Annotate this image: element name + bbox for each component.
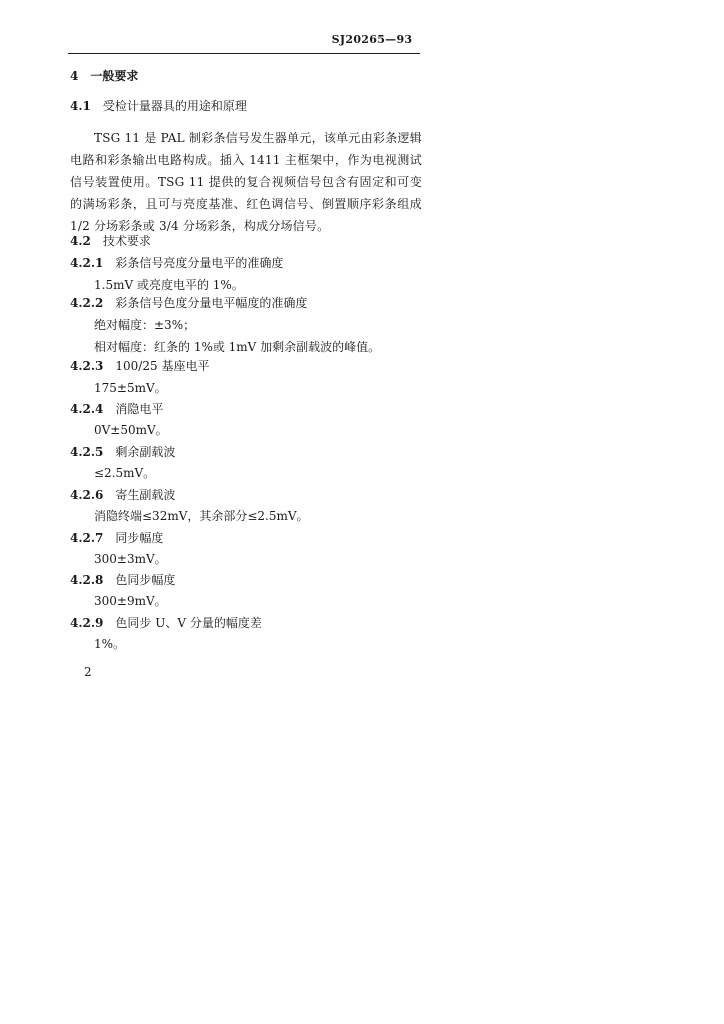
section-4-1-heading: [70, 99, 247, 113]
standard-code: SJ20265—93: [331, 33, 413, 46]
section-number: 4.2.1: [70, 256, 104, 270]
section-title: 彩条信号亮度分量电平的准确度: [115, 256, 284, 270]
section-title: 彩条信号色度分量电平幅度的准确度: [115, 296, 308, 310]
section-4-2-6-value: 消隐终端≤32mV，其余部分≤2.5mV。: [94, 509, 309, 523]
section-title: 色同步幅度: [115, 573, 176, 587]
section-4-2-8-heading: [70, 573, 175, 587]
section-4-2-8-value: 300±9mV。: [94, 594, 167, 608]
section-number: 4.1: [70, 99, 91, 113]
section-number: 4.2.5: [70, 445, 104, 459]
section-title: 寄生副载波: [115, 488, 176, 502]
section-title: 100/25 基座电平: [115, 359, 210, 373]
section-4-2-2-value-relative: 相对幅度：红条的 1%或 1mV 加剩余副载波的峰值。: [94, 340, 381, 354]
section-4-2-9-value: 1%。: [94, 637, 126, 651]
section-number: 4.2.6: [70, 488, 104, 502]
section-4-2-3-heading: [70, 359, 209, 373]
section-number: 4.2: [70, 234, 91, 248]
section-4-heading: [70, 69, 138, 83]
section-4-2-9-heading: [70, 616, 262, 630]
section-4-2-1-heading: [70, 256, 283, 270]
section-4-2-4-value: 0V±50mV。: [94, 423, 168, 437]
section-4-2-6-heading: [70, 488, 175, 502]
section-4-1-paragraph: TSG 11 是 PAL 制彩条信号发生器单元，该单元由彩条逻辑电路和彩条输出电路构成。插入 1411 主框架中，作为电视测试信号装置使用。TSG 11 提供的复合视频信号包含有固定和可变的满场彩条，且可与亮度基准、红色调信号、倒置顺序彩条组成 1/2 分场彩条或 3/4 分场彩条，构成分场信号。: [70, 131, 422, 233]
section-4-2-5-heading: [70, 445, 175, 459]
section-title: 同步幅度: [115, 531, 164, 545]
section-title: 消隐电平: [115, 402, 164, 416]
section-title: 技术要求: [102, 234, 151, 248]
section-4-2-7-value: 300±3mV。: [94, 552, 167, 566]
section-title: 受检计量器具的用途和原理: [102, 99, 247, 113]
page-number: 2: [84, 665, 92, 679]
section-number: 4: [70, 69, 79, 83]
section-4-2-2-heading: [70, 296, 307, 310]
section-4-2-3-value: 175±5mV。: [94, 381, 167, 395]
section-4-2-1-value: 1.5mV 或亮度电平的 1%。: [94, 278, 244, 292]
section-number: 4.2.3: [70, 359, 104, 373]
section-4-2-7-heading: [70, 531, 163, 545]
section-4-2-4-heading: [70, 402, 163, 416]
section-title: 一般要求: [90, 69, 139, 83]
section-number: 4.2.2: [70, 296, 104, 310]
section-number: 4.2.8: [70, 573, 104, 587]
section-4-2-2-value-absolute: 绝对幅度：±3%；: [94, 318, 196, 332]
section-number: 4.2.4: [70, 402, 104, 416]
section-title: 剩余副载波: [115, 445, 176, 459]
section-number: 4.2.9: [70, 616, 104, 630]
header-rule: [68, 53, 420, 54]
section-4-2-5-value: ≤2.5mV。: [94, 466, 156, 480]
section-title: 色同步 U、V 分量的幅度差: [115, 616, 262, 630]
section-4-2-heading: [70, 234, 151, 248]
section-number: 4.2.7: [70, 531, 104, 545]
